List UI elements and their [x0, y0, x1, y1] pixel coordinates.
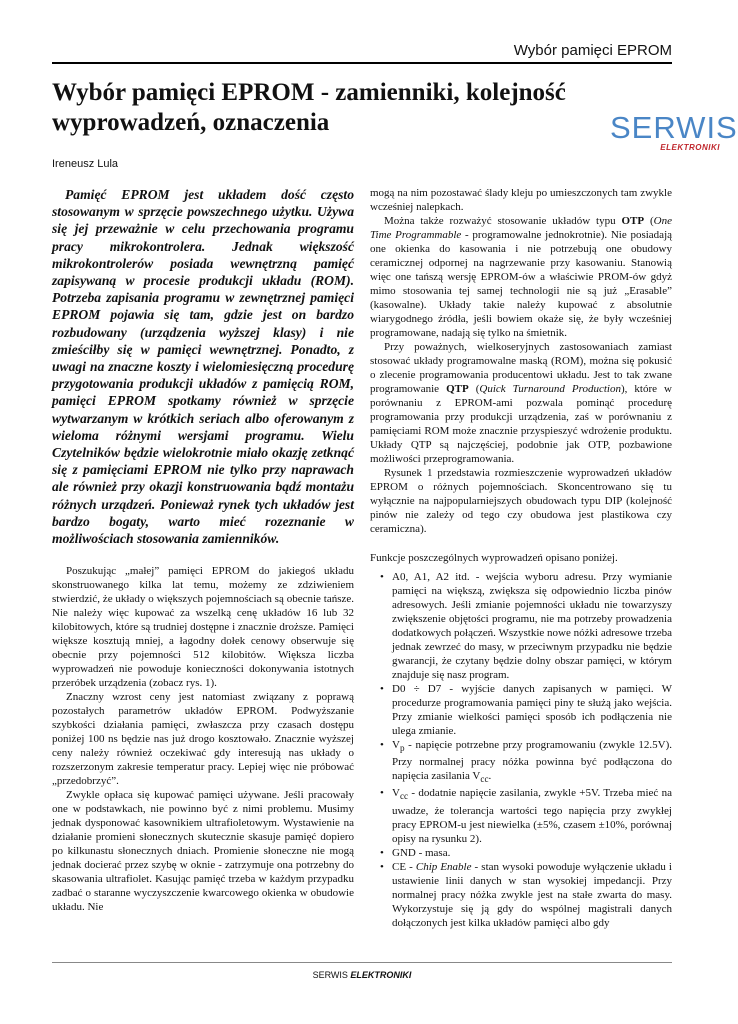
bullet-icon: • [380, 860, 384, 873]
list-item: • $V_p$ - napięcie potrzebne przy programowaniu (zwykle 12.5V). Przy normalnej pracy nóżka powinna być podłączona do napięcia zasilania $V_{cc}$. [380, 739, 672, 785]
footer-divider [52, 962, 672, 963]
column-left [52, 186, 354, 914]
header-divider [52, 62, 672, 64]
otp-term: OTP [621, 215, 645, 227]
footer-brand: SERWIS [312, 970, 351, 980]
list-item: • $V_{cc}$ - dodatnie napięcie zasilania, zwykle +5V. Trzeba mieć na uwadze, że tolerancja wartości tego napięcia przy zwykłej pracy EPROM-u jest niewielka (±5%, czasem ±10%, porównaj opisy na rysunku 2). [380, 787, 672, 845]
running-header: Wybór pamięci EPROM [513, 42, 672, 59]
continuation-paragraph: mogą na nim pozostawać ślady kleju po umieszczonych tam zwykle wcześniej nalepkach. [370, 187, 672, 213]
footer-brand-bold: ELEKTRONIKI [350, 970, 412, 980]
logo-wordmark: SERWIS [610, 110, 738, 145]
article-title: Wybór pamięci EPROM - zamienniki, kolejność wyprowadzeń, oznaczenia [52, 79, 566, 136]
author-byline: Ireneusz Lula [52, 158, 119, 170]
figure-reference-paragraph: Rysunek 1 przedstawia rozmieszczenie wyprowadzeń układów EPROM o różnych pojemnościach. Skoncentrowano się tu wyłącznie na najpopularniejszych obudowach typu DIP (kolejność pinów nie zależy od tego czy obudowa jest plastikowa czy ceramiczna). [370, 467, 672, 535]
serwis-logo [610, 110, 738, 155]
lead-paragraph: Pamięć EPROM jest układem dość często stosowanym w sprzęcie powszechnego użytku. Używa się jej przeważnie w celu przechowania programu pracy mikrokontrolera. Jednak większość mikrokontrolerów posiada wewnętrzną pamięć zapisywaną w procesie produkcji układu (ROM). Potrzeba zapisania programu w zewnętrznej pamięci EPROM pojawia się tam, gdzie jest on bardzo rozbudowany (urządzenia wyższej klasy) i nie zmieściłby się w pamięci wewnętrznej. Ponadto, z uwagi na znaczne koszty i wielomiesięczną procedurę przygotowania produkcji układów z pamięcią ROM, pamięci EPROM spotkamy również w sprzęcie wytwarzanym w krótkich seriach albo oferowanym z wieloma różnymi wersjami programu. Wielu Czytelników będzie wielokrotnie miało okazję zetknąć się z pamięciami EPROM nie tylko przy naprawach ale również przy okazji konstruowania bądź montażu różnych urządzeń. Ponieważ rynek tych układów jest bardzo bogaty, warto mieć rozeznanie w możliwościach stosowania zamienników. [52, 187, 354, 547]
functions-intro: Funkcje poszczególnych wyprowadzeń opisano poniżej. [370, 552, 618, 564]
body-paragraph: Znaczny wzrost ceny jest natomiast związany z poprawą pozostałych parametrów układów EPROM. Podwyższanie szybkości działania pamięci, zwłaszcza przy czasach dostępu poniżej 100 ns będzie nas już drogo kosztowało. Znacznie wyższej ceny należy również oczekiwać gdy interesują nas układy o rozszerzonym zakresie temperatur pracy. Lepiej więc nie próbować „przedobrzyć”. [52, 691, 354, 788]
otp-expansion: One Time Programmable [370, 215, 672, 241]
bullet-icon: • [380, 683, 384, 695]
column-right [370, 186, 672, 930]
body-paragraph: Zwykle opłaca się kupować pamięci używane. Jeśli pracowały one w podstawkach, nie powinno być z nimi problemu. Musimy jednak dysponować kasownikiem ultrafioletowym. Wystawienie na działanie promieni słonecznych skutecznie skasuje pamięć dopiero po kilkunastu słonecznych dniach. Promienie słoneczne nie mogą jednak docierać przez szybę w oknie - zatrzymuje ona potrzebny do skasowania ultrafiolet. Kasując pamięć trzeba w każdym przypadku zadbać o staranne wyczyszczenie kwarcowego okienka w obudowie układu. Nie [52, 789, 354, 914]
pin-functions-list [370, 570, 672, 930]
bullet-icon: • [380, 787, 384, 800]
qtp-expansion: Quick Turnaround Production [479, 383, 621, 395]
bullet-icon: • [380, 846, 384, 859]
qtp-term: QTP [446, 383, 469, 395]
list-item: • A0, A1, A2 itd. - wejścia wyboru adresu. Przy wymianie pamięci na większą, zwiększa się odpowiednio liczba pinów adresowych. Jeśli zmianie pojemności układu nie towarzyszy zwiększenie objętości programu, nie ma potrzeby prowadzenia dodatkowych połączeń. Wszystkie nowe nóżki adresowe trzeba jednak zewrzeć do masy, w przeciwnym przypadku nie będzie gwarancji, że czytany będzie dolny obszar pamięci, w którym znajduje się nasz program. [380, 571, 672, 681]
list-item: • D0 ÷ D7 - wyjście danych zapisanych w pamięci. W procedurze programowania pamięci piny te służą jako wejścia. Przy zmianie wielkości pamięci sposób ich podłączenia nie ulega zmianie. [380, 683, 672, 737]
logo-subtitle: ELEKTRONIKI [660, 143, 720, 152]
body-paragraph: Poszukując „małej” pamięci EPROM do jakiegoś układu skonstruowanego kilka lat temu, możemy ze zdziwieniem stwierdzić, że układy o większych pojemnościach są obecnie tańsze. Nie należy więc kupować za wszelką cenę układów 16 lub 32 kilobitowych, które są trudniej dostępne i znacznie droższe. Pamięci większe kosztują mniej, a łagodny dołek cenowy obserwuje się obecnie przy pojemności 512 kilobitów. Większa liczba wyprowadzeń nie powoduje konieczności dokonywania istotnych przeróbek urządzenia (zobacz rys. 1). [52, 565, 354, 690]
page-footer [0, 970, 724, 980]
otp-paragraph: Można także rozważyć stosowanie układów typu OTP (One Time Programmable - programowalne jednokrotnie). Nie posiadają one okienka do kasowania i nie potrzebują one obudowy ceramicznej odpornej na nagrzewanie przy kasowaniu. Stanowią więc one tańszą wersję EPROM-ów a właściwie PROM-ów gdyż mimo stosowania tej samej technologii nie są już „Erasable” (kasowalne). Układy takie należy kupować z absolutnie wiarygodnego źródła, jeśli bowiem okaże się, że były wcześniej programowane, nadają się tylko na śmietnik. [370, 215, 673, 339]
list-item: • GND - masa. [380, 846, 451, 859]
qtp-paragraph: Przy poważnych, wielkoseryjnych zastosowaniach zamiast stosować układy programowalne maską (ROM), można się pokusić o zlecenie programowania producentowi układu. Jest to tak zwane programowanie QTP (Quick Turnaround Production), które w porównaniu z EPROM-ami pozwala pominąć procedurę programowania przy produkcji urządzenia, zaś w porównaniu z pamięciami ROM może znacznie przyspieszyć wdrożenie produktu. Układy QTP są najczęściej, podobnie jak OTP, pozbawione możliwości przeprogramowania. [370, 341, 672, 465]
list-item: • CE - Chip Enable - stan wysoki powoduje wyłączenie układu i ustawienie linii danych w stan wysokiej impedancji. Przy normalnej pracy nóżka zwykle jest na stałe zwarta do masy. Wykorzystuje się ją gdy do wspólnej magistrali danych dołączonych jest kilka układów pamięci albo gdy [380, 860, 672, 929]
bullet-icon: • [380, 739, 384, 751]
bullet-icon: • [380, 571, 384, 583]
